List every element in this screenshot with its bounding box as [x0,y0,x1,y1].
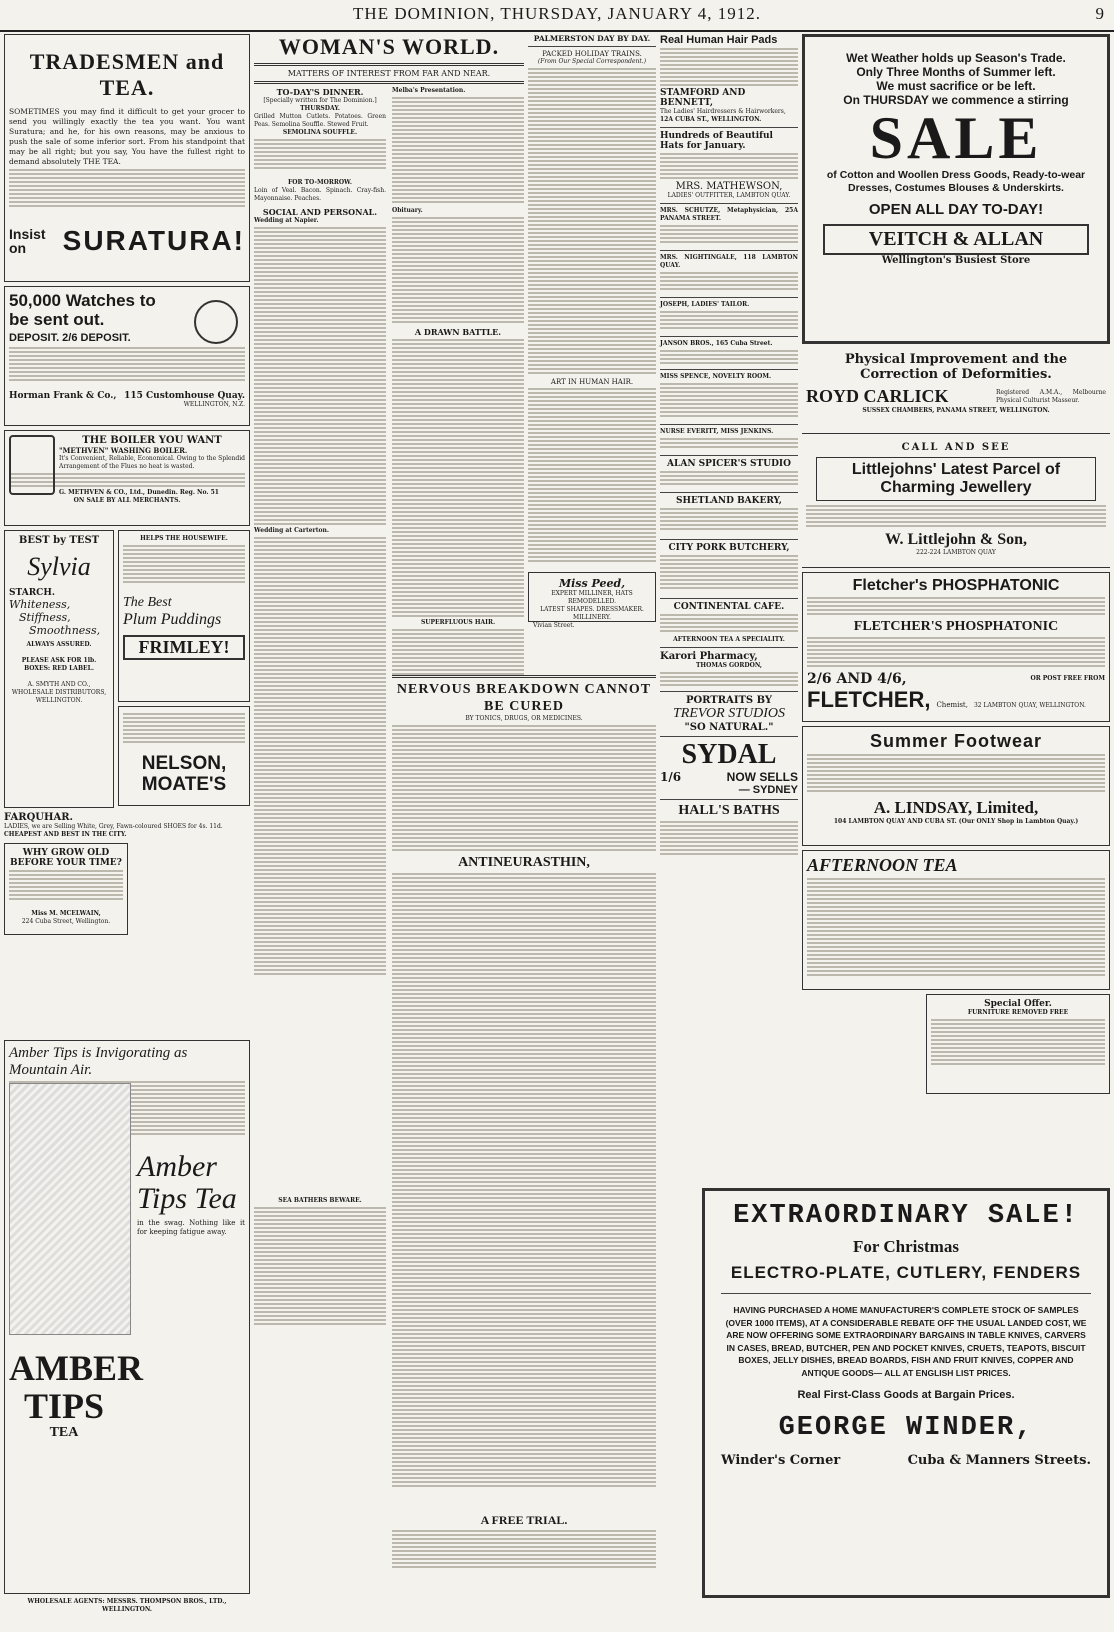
fletcher-sub: FLETCHER'S PHOSPHATONIC [853,619,1059,634]
melba-heading: Melba's Presentation. [392,87,466,94]
amber-headline: Amber Tips is Invigorating as Mountain Air. [9,1045,188,1078]
hair-sub: The Ladies' Hairdressers & Hairworkers, [660,108,786,115]
sydal-price: 1/6 [660,770,682,784]
column-1 [4,34,250,1626]
veitch-l2: Only Three Months of Summer left. [856,65,1056,79]
amber-lady-illustration [9,1083,131,1335]
amber-tea: TEA [49,1425,79,1440]
extra-corner: Winder's Corner [721,1453,841,1468]
suratura-cta-a: Insist on [9,226,46,256]
sylvia-brand: Sylvia [27,552,91,581]
boiler-sold: ON SALE BY ALL MERCHANTS. [73,497,181,504]
fletcher-post: OR POST FREE FROM [1030,675,1105,682]
boiler-heading: THE BOILER YOU WANT [82,435,222,446]
janson: JANSON BROS., 165 Cuba Street. [660,340,773,347]
pork: CITY PORK BUTCHERY, [668,543,790,553]
tomorrow-menu: Loin of Veal. Bacon. Spinach. Cray-fish. Mayonnaise. Peaches. [254,187,386,202]
hair-firm: STAMFORD AND BENNETT, [660,88,746,108]
watches-firm: Horman Frank & Co., [9,391,117,401]
palmerston-heading: PALMERSTON DAY BY DAY. [533,34,651,43]
holiday-heading: PACKED HOLIDAY TRAINS. [542,50,642,58]
physical-reg: Registered A.M.A., Melbourne Physical Culturist Masseur. [996,388,1106,404]
physical-addr: SUSSEX CHAMBERS, PANAMA STREET, WELLINGTON. [862,407,1050,414]
housewife-ad: HELPS THE HOUSEWIFE. The Best Plum Puddings FRIMLEY! [118,530,250,702]
veitch-sale: SALE [869,105,1043,171]
dinner-heading: TO-DAY'S DINNER. [276,87,364,97]
sylvia-q1: Whiteness, [9,598,71,611]
peed-ad [528,572,656,629]
removal-ad [926,994,1110,1094]
hair-addr: 12A CUBA ST., WELLINGTON. [660,116,762,123]
sylvia-product: STARCH. [9,588,55,598]
sylvia-dist: A. SMYTH AND CO., WHOLESALE DISTRIBUTORS, WELLINGTON. [11,681,107,704]
everitt: NURSE EVERITT, MISS JENKINS. [660,428,774,435]
nelson-ad: NELSON, MOATE'S [118,706,250,806]
hats-sub: LADIES' OUTFITTER, LAMBTON QUAY. [667,192,791,199]
joseph: JOSEPH, LADIES' TAILOR. [660,301,750,308]
correspondent: (From Our Special Correspondent.) [537,58,647,65]
gordon: THOMAS GORDON, [695,662,763,669]
hats-heading: Hundreds of Beautiful Hats for January. [660,131,773,151]
veitch-firm: VEITCH & ALLAN [823,224,1089,255]
littlejohn-heading: Littlejohns' Latest Parcel of Charming Jewellery [816,457,1096,501]
hats-name: MRS. MATHEWSON, [675,181,783,192]
sylvia-q3: Smoothness, [29,624,101,637]
col2-left [254,87,386,1327]
littlejohn-call: CALL AND SEE [901,442,1011,453]
sylvia-q2: Stiffness, [19,611,71,624]
veitch-open: OPEN ALL DAY TO-DAY! [868,201,1044,218]
masthead-title: THE DOMINION, THURSDAY, JANUARY 4, 1912. [353,4,761,23]
watches-deposit: DEPOSIT. 2/6 DEPOSIT. [9,332,131,344]
removal-spacer [802,994,922,1094]
veitch-ad [802,34,1110,344]
sylvia-top: BEST by TEST [18,535,100,546]
peed-name: Miss Peed, [558,577,626,590]
amber-big: AMBER TIPS [9,1348,143,1426]
nervous-sub: BY TONICS, DRUGS, OR MEDICINES. [465,715,583,722]
extra-for: For Christmas [853,1237,959,1256]
spence: MISS SPENCE, NOVELTY ROOM. [660,373,772,380]
peed-latest: LATEST SHAPES. DRESSMAKER. MILLINERY. [540,606,644,621]
extra-name: GEORGE WINDER, [778,1413,1034,1443]
sylvia-ask: PLEASE ASK FOR 1lb. BOXES: RED LABEL. [21,657,97,672]
boiler-body: It's Convenient, Reliable, Economical. Owing to the Splendid Arrangement of the Flues no heat is wasted. [59,455,245,470]
fletcher-price: 2/6 AND 4/6, [807,671,907,687]
nervous-heading: NERVOUS BREAKDOWN CANNOT BE CURED [396,682,652,714]
extra-real: Real First-Class Goods at Bargain Prices. [797,1389,1015,1401]
farquhar-name: FARQUHAR. [4,812,74,823]
col1-right-stack [118,530,250,808]
nervous-article [392,672,656,1568]
veitch-tag: Wellington's Busiest Store [881,255,1031,266]
page-number: 9 [1095,4,1104,23]
dinner-specially: [Specially written for The Dominion.] [263,97,377,104]
so-natural: "SO NATURAL." [684,722,774,733]
amber-brand: Amber Tips Tea [137,1150,237,1215]
removal-heading: Special Offer. [984,999,1052,1009]
boiler-illustration [9,435,55,495]
removal-body: FURNITURE REMOVED FREE [967,1009,1069,1016]
suratura-ad [4,34,250,282]
veitch-items: of Cotton and Woollen Dress Goods, Ready-to-wear Dresses, Costumes Blouses & Underskirts. [826,169,1086,194]
watches-city: WELLINGTON, N.Z. [183,401,245,408]
fletcher-addr: 32 LAMBTON QUAY, WELLINGTON. [973,702,1086,709]
dinner-menu: Grilled Mutton Cutlets. Potatoes. Green Peas. Semolina Souffle. Stewed Fruit. [254,113,386,128]
cafe: CONTINENTAL CAFE. [673,602,785,612]
superfluous-heading: SUPERFLUOUS HAIR. [420,619,496,626]
suratura-filler [9,169,245,219]
nervous-trial: A FREE TRIAL. [480,1513,568,1527]
footwear-name: A. LINDSAY, Limited, [873,798,1039,817]
fletcher-heading: Fletcher's PHOSPHATONIC [852,577,1060,594]
amber-agents: WHOLESALE AGENTS: MESSRS. THOMPSON BROS., LTD., WELLINGTON. [27,1598,227,1613]
battle-heading: A DRAWN BATTLE. [414,327,502,337]
art-heading: ART IN HUMAN HAIR. [550,378,634,386]
woman-sub: MATTERS OF INTEREST FROM FAR AND NEAR. [287,69,491,78]
sydal-sells: NOW SELLS [726,770,798,784]
littlejohn-name: W. Littlejohn & Son, [884,531,1028,548]
afternoon-tea-ad [802,850,1110,990]
farquhar-body: LADIES, we are Selling White, Grey, Fawn-coloured SHOES for 4s. 11d. [4,823,223,830]
watch-illustration [194,300,238,344]
physical-heading: Physical Improvement and the Correction of Deformities. [844,352,1068,382]
column-4 [660,34,798,994]
hair-heading: Real Human Hair Pads [660,34,778,46]
sea-heading: SEA BATHERS BEWARE. [278,1197,362,1204]
extraordinary-sale-ad [702,1188,1110,1598]
sydal-sydney: — SYDNEY [738,784,798,796]
extra-heading: EXTRAORDINARY SALE! [733,1201,1079,1231]
veitch-l3: We must sacrifice or be left. [876,79,1036,93]
shetland: SHETLAND BAKERY, [676,496,782,506]
trevor: TREVOR STUDIOS [673,706,785,721]
obit-heading: Obituary. [392,207,423,214]
peed-line: EXPERT MILLINER, HATS REMODELLED. [551,590,633,605]
nightingale: MRS. NIGHTINGALE, 118 LAMBTON QUAY. [660,254,798,269]
fletcher-name: FLETCHER, [807,687,931,712]
boiler-ad [4,430,250,526]
spicer: ALAN SPICER'S STUDIO [667,459,791,469]
footwear-heading: Summer Footwear [869,731,1043,751]
column-3 [528,34,656,664]
veitch-l4: On THURSDAY we commence a stirring [843,93,1069,107]
suratura-cta-b: SURATURA! [62,225,245,256]
tomorrow-heading: FOR TO-MORROW. [288,179,352,186]
sylvia-always: ALWAYS ASSURED. [26,641,92,648]
souffle-heading: SEMOLINA SOUFFLE. [282,129,358,136]
watches-heading: 50,000 Watches to be sent out. [9,291,156,329]
watches-addr: 115 Customhouse Quay. [124,391,245,401]
peed-addr: Vivian Street. [533,622,575,629]
boiler-product: "METHVEN" WASHING BOILER. [59,446,188,455]
suratura-heading: TRADESMEN and TEA. [29,49,225,100]
portraits: PORTRAITS BY [685,695,773,706]
extra-streets: Cuba & Manners Streets. [907,1453,1091,1468]
littlejohn-addr: 222-224 LAMBTON QUAY [916,549,996,556]
footwear-ad [802,726,1110,846]
sydal: SYDAL [681,739,777,770]
nervous-anti: ANTINEURASTHIN, [458,855,590,870]
growold-name: Miss M. MCELWAIN, [31,910,101,917]
physical-name: ROYD CARLICK [806,386,949,406]
suratura-body: SOMETIMES you may find it difficult to get your grocer to send you willingly exactly the tea you want. You want Suratura; and he, for his own reasons, may be anxious to push the sale of some inferior sort. From his standpoint that may be all right; but you say, You have the fullest right to demand absolutely THE TEA. [9,107,245,166]
veitch-l1: Wet Weather holds up Season's Trade. [846,51,1066,65]
littlejohn-ad [802,438,1110,568]
fletcher-role: Chemist, [936,701,968,709]
farquhar-cheapest: CHEAPEST AND BEST IN THE CITY. [4,831,127,838]
amber-tips-ad [4,1040,250,1594]
social-heading: SOCIAL AND PERSONAL. [262,207,378,217]
boiler-maker: G. METHVEN & CO., Ltd., Dunedin. Reg. No. 51 [59,489,219,496]
sylvia-ad [4,530,114,808]
growold-heading: WHY GROW OLD BEFORE YOUR TIME? [10,848,122,868]
extra-body: HAVING PURCHASED A HOME MANUFACTURER'S COMPLETE STOCK OF SAMPLES (OVER 1000 ITEMS), AT A CONSIDERABLE REBATE OFF THE USUAL LANDED COST, WE ARE NOW OFFERING SOME EXTRAORDINARY BARGAINS IN TABLE KNIVES, CARVERS IN CASES, BREAD, BUTCHER, PEN AND POCKET KNIVES, CRUETS, TEAPOTS, BISCUIT BOXES, JELLY DISHES, BREAD BOARDS, FISH AND FRUIT KNIVES, COPPER AND ANTIQUE GOODS— ALL AT ENGLISH LIST PRICES. [725,1305,1087,1378]
afternoon-heading: AFTERNOON TEA [807,855,958,875]
schutze: MRS. SCHUTZE, Metaphysician, 25A PANAMA STREET. [660,207,798,222]
amber-tag: in the swag. Nothing like it for keeping fatigue away. [137,1219,245,1236]
cafe-sub: AFTERNOON TEA A SPECIALITY. [673,636,785,643]
halls: HALL'S BATHS [678,803,780,818]
fletcher-ad [802,572,1110,722]
napier-heading: Wedding at Napier. [254,217,319,224]
physical-ad [802,348,1110,434]
footwear-addr: 104 LAMBTON QUAY AND CUBA ST. (Our ONLY Shop in Lambton Quay.) [833,818,1079,825]
masthead [0,0,1114,32]
growold-ad [4,843,128,935]
karori: Karori Pharmacy, [660,651,758,662]
carterton-heading: Wedding at Carterton. [254,527,329,534]
extra-items: ELECTRO-PLATE, CUTLERY, FENDERS [730,1263,1082,1282]
growold-addr: 224 Cuba Street, Wellington. [21,918,111,925]
watches-ad [4,286,250,426]
woman-header: WOMAN'S WORLD. [278,34,500,59]
dinner-thursday: THURSDAY. [300,105,340,112]
